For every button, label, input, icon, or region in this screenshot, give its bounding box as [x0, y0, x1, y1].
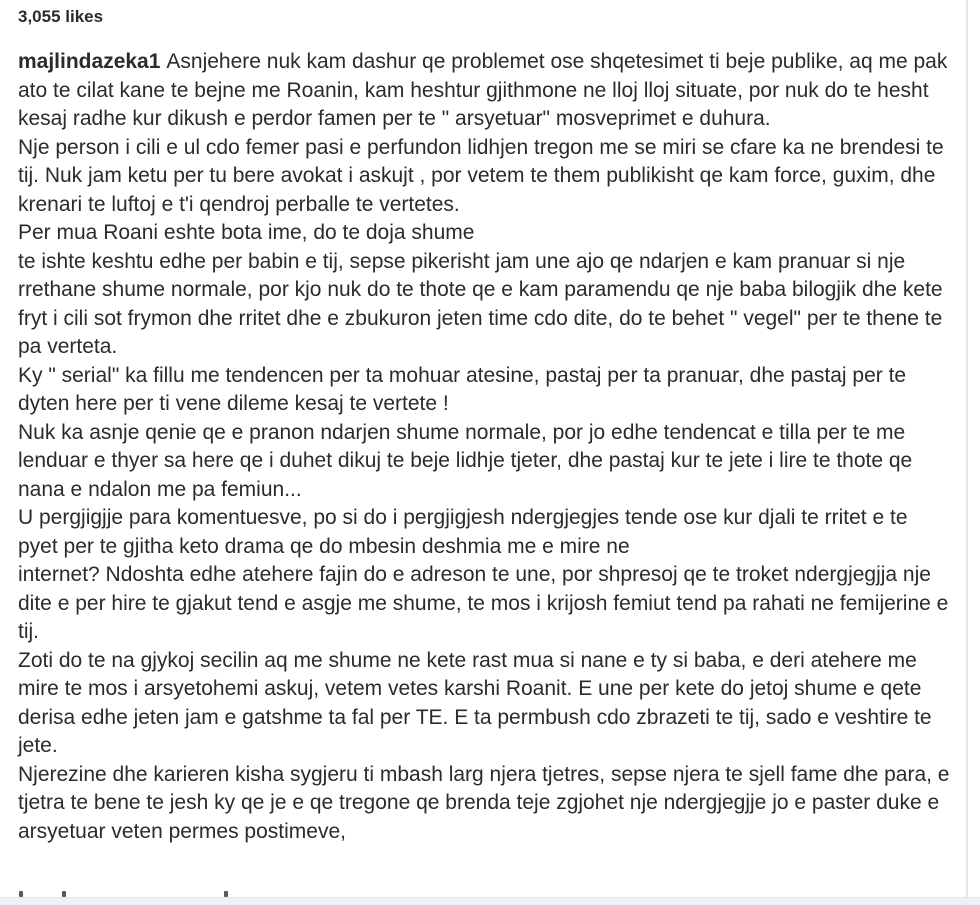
caption-paragraph: Njerezine dhe karieren kisha sygjeru ti mbash larg njera tjetres, sepse njera te sjell fame dhe para, e tjetra te bene te jesh ky qe je e qe tregone qe brenda teje zgjohet nje ndergjegjje jo e paster duke e arsyetuar veten permes postimeve,	[18, 762, 950, 843]
username-link[interactable]: majlindazeka1	[18, 50, 161, 73]
caption-paragraph	[18, 48, 950, 134]
caption-paragraph: U pergjigjje para komentuesve, po si do i pergjigjesh ndergjegjes tende ose kur djali te rritet e te pyet per te gjitha keto drama qe do mbesin deshmia me e mire ne	[18, 506, 908, 558]
caption-text: Asnjehere nuk kam dashur qe problemet ose shqetesimet ti beje publike, aq me pak ato te cilat kane te bejne me Roanin, kam heshtur gjithmone ne lloj lloj situate, por nuk do te hesht kesaj radhe kur dikush e perdor famen per te " arsyetuar" mosveprimet e duhura.	[18, 50, 948, 130]
caption-paragraph: Per mua Roani eshte bota ime, do te doja shume	[18, 221, 475, 244]
caption-paragraph: te ishte keshtu edhe per babin e tij, sepse pikerisht jam une ajo qe ndarjen e kam pranuar si nje rrethane shume normale, por kjo nuk do te thote qe e kam paramendu qe nje baba bilogjik dhe kete fryt i cili sot frymon dhe rritet dhe e zbukuron jeten time cdo dite, do te behet " vegel" per te thene te pa verteta.	[18, 249, 943, 358]
post-caption	[18, 48, 950, 846]
caption-paragraph: Ky " serial" ka fillu me tendencen per ta mohuar atesine, pastaj per ta pranuar, dhe pastaj per te dyten here per ti vene dileme kesaj te vertete !	[18, 363, 907, 415]
next-section-edge	[0, 897, 980, 905]
caption-paragraph: internet? Ndoshta edhe atehere fajin do e adreson te une, por shpresoj qe te troket ndergjegjja nje dite e per hire te gjakut tend e asgje me shume, te mos i krijosh femiut tend pa rahati ne femijerine e tij.	[18, 563, 949, 643]
caption-paragraph: Nje person i cili e ul cdo femer pasi e perfundon lidhjen tregon me se miri se cfare ka ne brendesi te tij. Nuk jam ketu per tu bere avokat i askujt , por vetem te them publikisht qe kam force, guxim, dhe krenari te luftoj e t'i qendroj perballe te vertetes.	[18, 135, 944, 216]
caption-paragraph: Zoti do te na gjykoj secilin aq me shume ne kete rast mua si nane e ty si baba, e deri atehere me mire te mos i arsyetohemi askuj, vetem vetes karshi Roanit. E une per kete do jetoj shume e qete derisa edhe jeten jam e gatshme ta fal per TE. E ta permbush cdo zbrazeti te tij, sado e veshtire te jete.	[18, 648, 932, 757]
caption-paragraph: Nuk ka asnje qenie qe e pranon ndarjen shume normale, por jo edhe tendencat e tilla per te me lenduar e thyer sa here qe i duhet dikuj te beje lidhje tjeter, dhe pastaj kur te jete i lire te thote qe nana e ndalon me pa femiun...	[18, 420, 913, 501]
clipped-text-line	[18, 889, 918, 897]
likes-count[interactable]: 3,055 likes	[18, 7, 104, 26]
